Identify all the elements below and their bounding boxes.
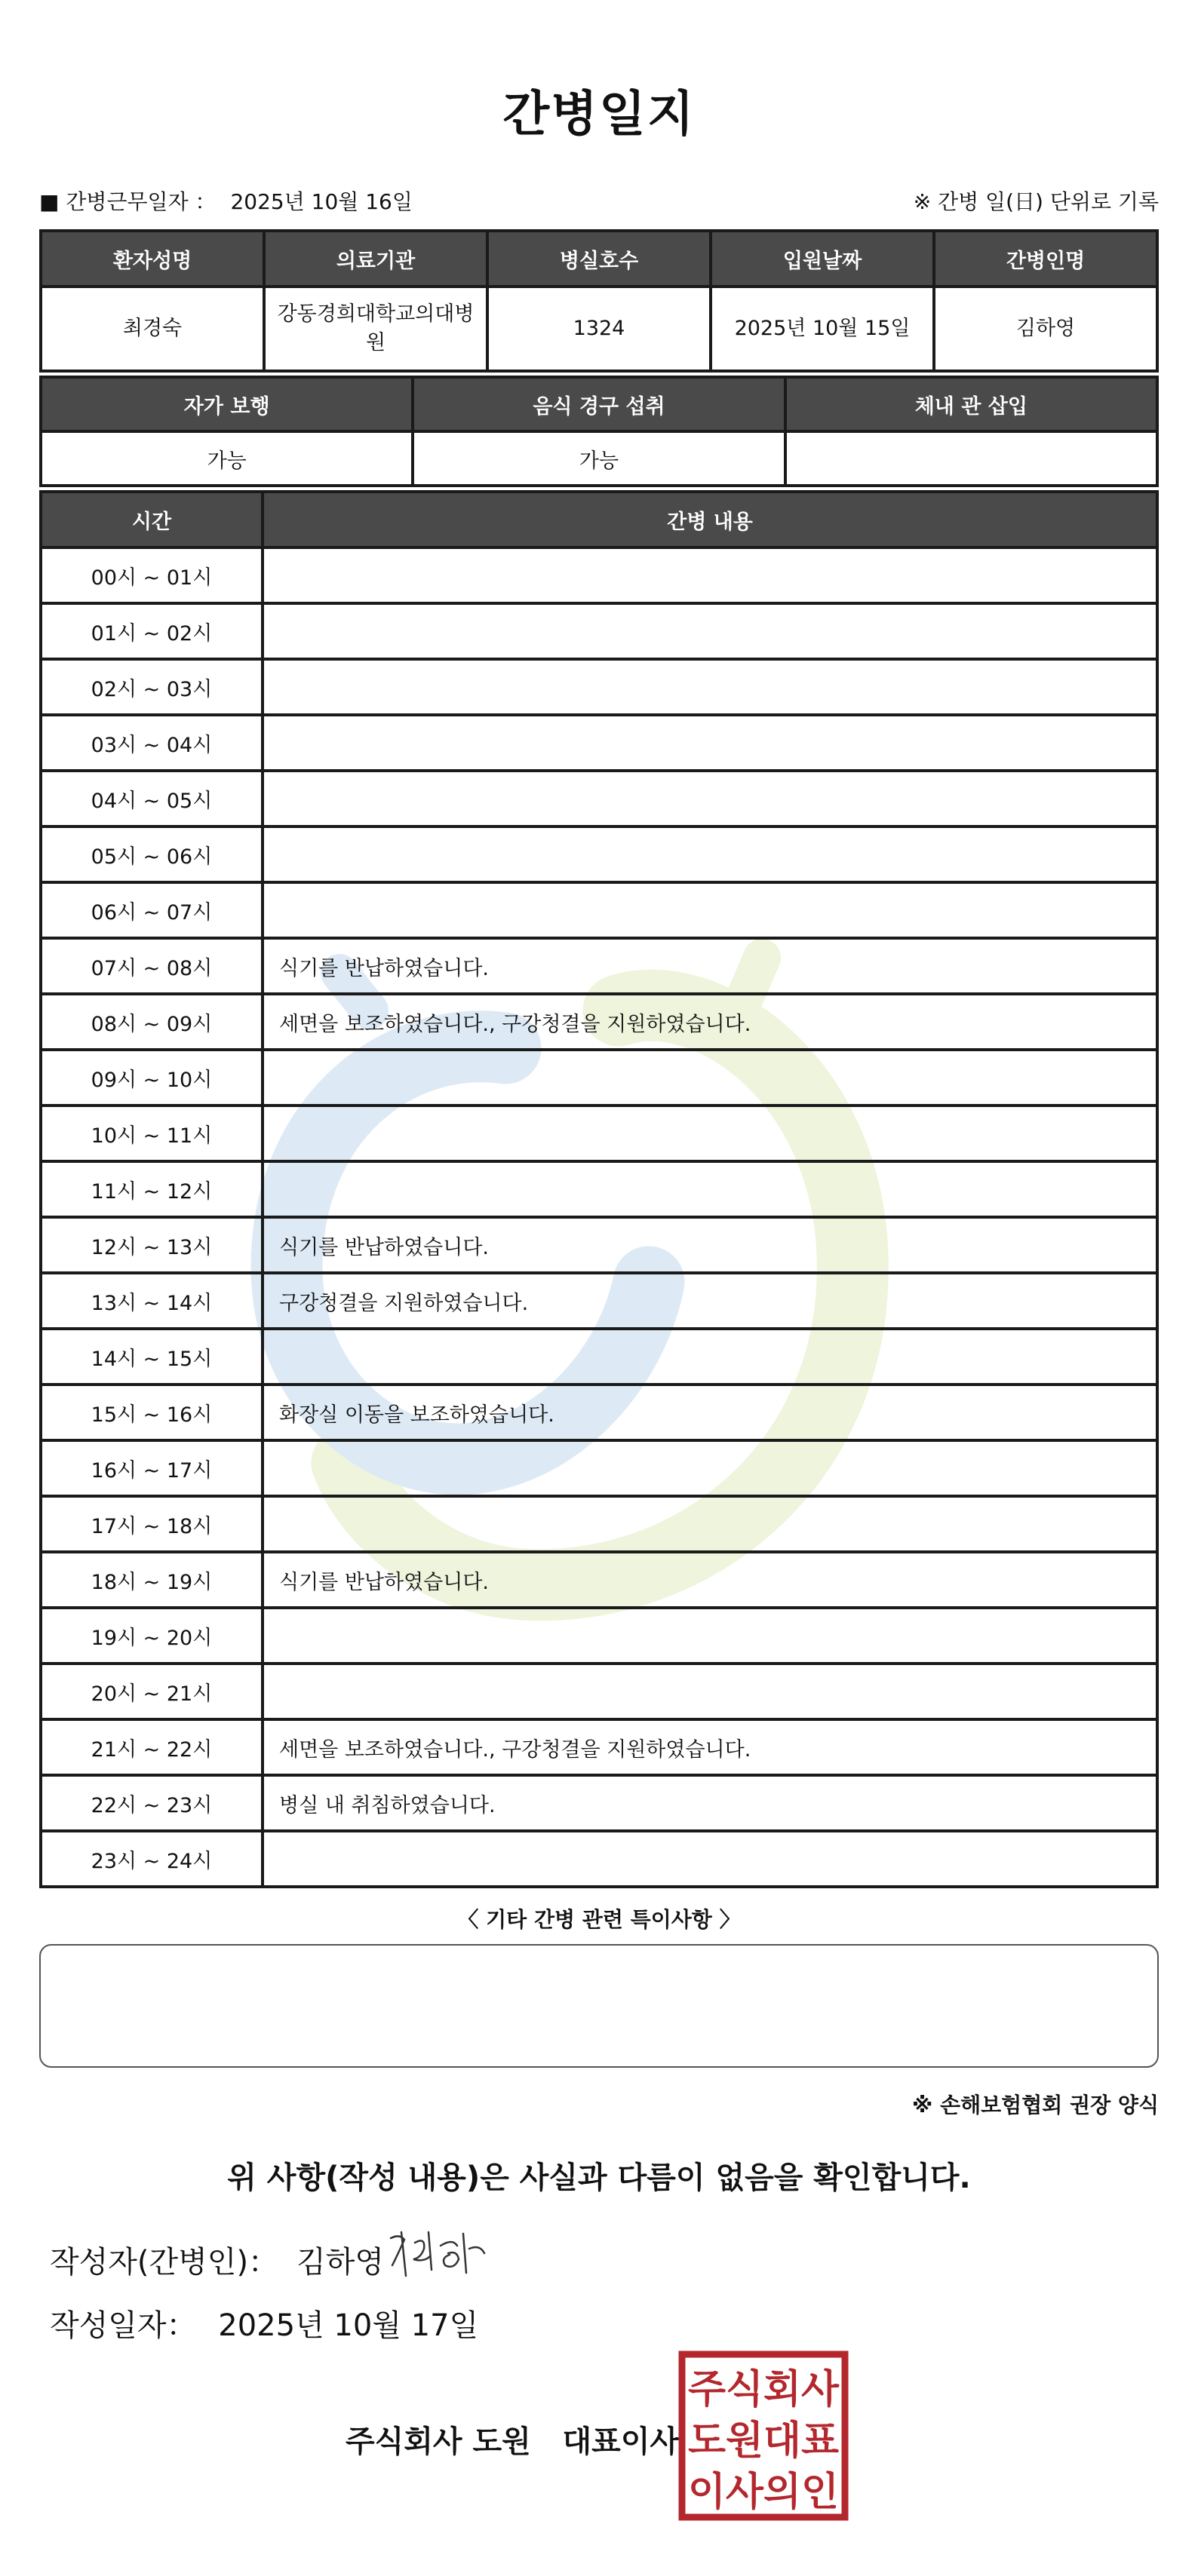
log-time: 02시 ~ 03시: [41, 659, 263, 715]
log-row: [41, 1552, 1157, 1608]
log-content: 세면을 보조하였습니다., 구강청결을 지원하였습니다.: [263, 994, 1157, 1050]
log-row: [41, 1106, 1157, 1161]
log-time: 18시 ~ 19시: [41, 1552, 263, 1608]
status-header: 체내 관 삽입: [785, 377, 1157, 431]
log-time: 22시 ~ 23시: [41, 1775, 263, 1831]
log-row: [41, 1050, 1157, 1106]
log-content: [263, 603, 1157, 659]
log-content: [263, 715, 1157, 771]
log-row: [41, 994, 1157, 1050]
log-time: 17시 ~ 18시: [41, 1496, 263, 1552]
company-line: 주식회사 도원 대표이사: [346, 2424, 680, 2459]
log-content: [263, 1440, 1157, 1496]
log-time: 20시 ~ 21시: [41, 1664, 263, 1719]
log-time: 09시 ~ 10시: [41, 1050, 263, 1106]
oral-intake-status: 가능: [413, 431, 785, 486]
log-content: [263, 1496, 1157, 1552]
info-header: 간병인명: [934, 231, 1157, 287]
other-notes-box: [39, 1944, 1159, 2068]
document-title: 간병일지: [502, 87, 696, 143]
log-time: 03시 ~ 04시: [41, 715, 263, 771]
log-time: 16시 ~ 17시: [41, 1440, 263, 1496]
log-row: [41, 1440, 1157, 1496]
log-content: 세면을 보조하였습니다., 구강청결을 지원하였습니다.: [263, 1719, 1157, 1775]
log-row: [41, 1775, 1157, 1831]
log-row: [41, 715, 1157, 771]
log-time: 01시 ~ 02시: [41, 603, 263, 659]
status-header: 음식 경구 섭취: [413, 377, 785, 431]
hospital-name: 강동경희대학교의대병원: [264, 287, 487, 371]
log-time: 21시 ~ 22시: [41, 1719, 263, 1775]
log-time: 07시 ~ 08시: [41, 938, 263, 994]
patient-name: 최경숙: [41, 287, 264, 371]
log-time: 14시 ~ 15시: [41, 1329, 263, 1385]
log-content: [263, 1106, 1157, 1161]
log-content: [263, 771, 1157, 826]
write-date-line: [50, 2302, 478, 2344]
log-time: 15시 ~ 16시: [41, 1385, 263, 1440]
content-header: 간병 내용: [263, 492, 1157, 547]
log-row: [41, 659, 1157, 715]
log-time: 12시 ~ 13시: [41, 1217, 263, 1273]
log-row: [41, 1831, 1157, 1887]
log-time: 10시 ~ 11시: [41, 1106, 263, 1161]
log-row: [41, 1496, 1157, 1552]
status-header: 자가 보행: [41, 377, 413, 431]
info-header: 입원날짜: [711, 231, 934, 287]
svg-text:이사의인: 이사의인: [688, 2470, 839, 2515]
work-date: 2025년 10월 16일: [230, 189, 413, 214]
patient-info-table: [39, 229, 1159, 373]
log-content: [263, 659, 1157, 715]
info-value-row: [41, 287, 1157, 371]
write-date: 2025년 10월 17일: [218, 2308, 479, 2343]
log-row: [41, 1608, 1157, 1664]
log-row: [41, 771, 1157, 826]
writer-line: [50, 2238, 384, 2281]
log-content: 병실 내 취침하였습니다.: [263, 1775, 1157, 1831]
log-time: 19시 ~ 20시: [41, 1608, 263, 1664]
log-time: 04시 ~ 05시: [41, 771, 263, 826]
work-date-line: [39, 186, 413, 216]
company-seal-stamp: [677, 2350, 849, 2522]
log-row: [41, 1385, 1157, 1440]
log-time: 06시 ~ 07시: [41, 882, 263, 938]
log-header-row: [41, 492, 1157, 547]
log-time: 11시 ~ 12시: [41, 1161, 263, 1217]
log-row: [41, 1217, 1157, 1273]
log-time: 08시 ~ 09시: [41, 994, 263, 1050]
tube-insertion-status: [785, 431, 1157, 486]
log-row: [41, 547, 1157, 603]
log-content: 구강청결을 지원하였습니다.: [263, 1273, 1157, 1329]
room-number: 1324: [487, 287, 711, 371]
log-content: [263, 1831, 1157, 1887]
log-row: [41, 882, 1157, 938]
handwritten-signature: [385, 2223, 490, 2283]
log-row: [41, 1273, 1157, 1329]
other-notes-title: 〈 기타 간병 관련 특이사항 〉: [457, 1907, 741, 1932]
log-content: [263, 1329, 1157, 1385]
log-row: [41, 1719, 1157, 1775]
admission-date: 2025년 10월 15일: [711, 287, 934, 371]
write-date-label: 작성일자：: [50, 2308, 197, 2343]
log-row: [41, 1664, 1157, 1719]
writer-label: 작성자(간병인)：: [50, 2245, 279, 2280]
recommend-note: ※ 손해보험협회 권장 양식: [912, 2093, 1159, 2118]
log-content: [263, 1050, 1157, 1106]
care-log-table: [39, 490, 1159, 1888]
info-header: 병실호수: [487, 231, 711, 287]
svg-text:도원대표: 도원대표: [688, 2418, 839, 2464]
log-content: [263, 1161, 1157, 1217]
info-header-row: [41, 231, 1157, 287]
work-date-label: ■ 간병근무일자 ：: [39, 189, 217, 214]
log-content: 식기를 반납하였습니다.: [263, 1552, 1157, 1608]
time-header: 시간: [41, 492, 263, 547]
log-row: [41, 1161, 1157, 1217]
walking-status: 가능: [41, 431, 413, 486]
info-header: 환자성명: [41, 231, 264, 287]
status-value-row: [41, 431, 1157, 486]
status-header-row: [41, 377, 1157, 431]
log-row: [41, 603, 1157, 659]
log-content: 식기를 반납하였습니다.: [263, 1217, 1157, 1273]
log-content: [263, 1608, 1157, 1664]
log-content: [263, 826, 1157, 882]
svg-text:주식회사: 주식회사: [688, 2367, 840, 2412]
unit-note: ※ 간병 일(日) 단위로 기록: [913, 189, 1159, 214]
log-time: 13시 ~ 14시: [41, 1273, 263, 1329]
log-time: 00시 ~ 01시: [41, 547, 263, 603]
log-row: [41, 826, 1157, 882]
log-content: 식기를 반납하였습니다.: [263, 938, 1157, 994]
log-time: 05시 ~ 06시: [41, 826, 263, 882]
log-content: 화장실 이동을 보조하였습니다.: [263, 1385, 1157, 1440]
caregiver-name: 김하영: [934, 287, 1157, 371]
log-time: 23시 ~ 24시: [41, 1831, 263, 1887]
patient-status-table: [39, 376, 1159, 487]
confirmation-text: 위 사항(작성 내용)은 사실과 다름이 없음을 확인합니다.: [227, 2160, 971, 2195]
log-content: [263, 882, 1157, 938]
log-content: [263, 1664, 1157, 1719]
writer-name: 김하영: [296, 2245, 384, 2280]
log-content: [263, 547, 1157, 603]
log-row: [41, 938, 1157, 994]
log-row: [41, 1329, 1157, 1385]
info-header: 의료기관: [264, 231, 487, 287]
